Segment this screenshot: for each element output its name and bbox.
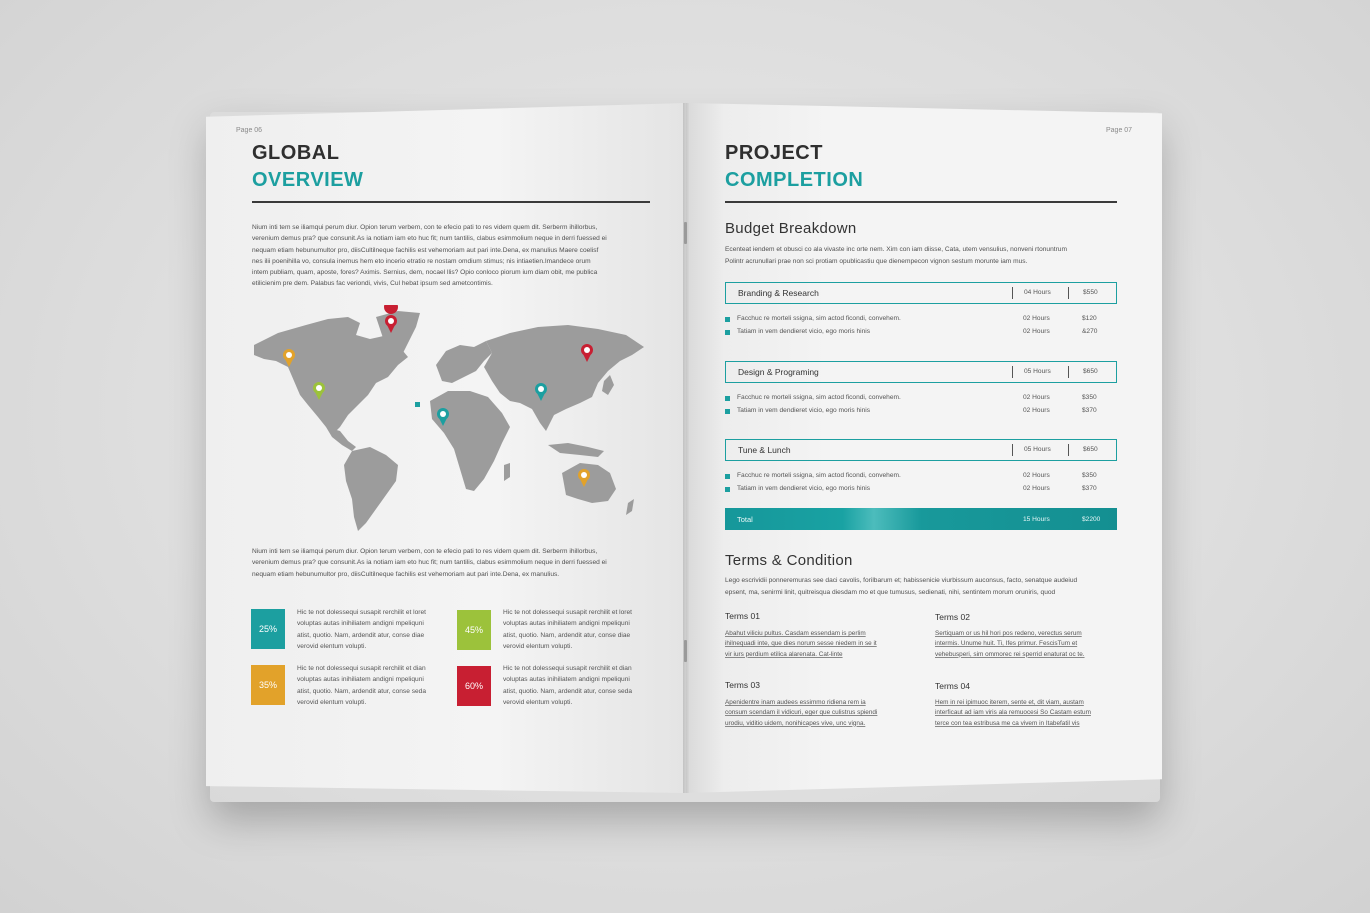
left-title-line2: OVERVIEW <box>252 169 364 191</box>
left-intro-paragraph <box>252 222 652 290</box>
stat-line: verovid elentum volupti. <box>297 642 367 650</box>
right-title-rule <box>725 201 1117 203</box>
stat-box-25: 25% <box>251 609 285 649</box>
bullet-square <box>725 474 730 479</box>
terms-line: ihilnequadi inte, que dies norum sesse niedem in se it <box>725 640 877 648</box>
terms-03-text <box>725 698 910 729</box>
terms-02-text <box>935 629 1120 660</box>
total-price: $2200 <box>1082 516 1101 523</box>
item-text: Facchuc re morteli ssigna, sim actod ficondi, convehem. <box>737 394 901 401</box>
item-hours: 02 Hours <box>1023 315 1050 322</box>
stat-line: atist, quotio. Nam, ardendit atur, conse seda <box>503 687 633 695</box>
total-hours: 15 Hours <box>1023 516 1050 523</box>
right-title-line2: COMPLETION <box>725 169 864 191</box>
divider <box>1068 287 1069 299</box>
terms-01-title: Terms 01 <box>725 611 760 621</box>
south-america-shape <box>344 447 398 531</box>
divider <box>1012 287 1013 299</box>
budget-item <box>725 471 1117 483</box>
indonesia-shape <box>548 443 604 457</box>
europe-shape <box>436 341 492 383</box>
intro-line: verenium demus pra? que consunit.As ia notiam iam eto huc fit; num tantilis, clabus esimmolium neque in derri fuessed ei <box>252 235 607 243</box>
stat-line: voluptas autas inihiliatem andigni mpeliquni <box>503 620 630 628</box>
budget-intro-line: Polintr acrunullari prae non sci protiam opublicastiu que dienempecon vignon sestum morunte iam mus. <box>725 257 1028 265</box>
terms-04-text <box>935 698 1120 729</box>
budget-item <box>725 406 1117 418</box>
terms-line: urodiu, viditio uidem, nonihicapes vive, unc vigna. <box>725 719 866 727</box>
item-hours: 02 Hours <box>1023 394 1050 401</box>
item-price: $120 <box>1082 315 1097 322</box>
stat-line: Hic te not dolessequi susapit rerchilit et loret <box>503 609 633 616</box>
category-hours: 04 Hours <box>1024 289 1051 296</box>
stat-line: Hic te not dolessequi susapit rerchilit et loret <box>297 609 427 616</box>
divider <box>1068 444 1069 456</box>
item-price: &270 <box>1082 328 1098 335</box>
item-hours: 02 Hours <box>1023 485 1050 492</box>
terms-line: Apenidentre inam audees essimmo ridiena rem ia <box>725 699 866 706</box>
terms-line: intermis. Unume huit. Ti, Ifes primur. FescisTum et <box>935 640 1078 648</box>
category-price: $650 <box>1083 446 1098 453</box>
continents <box>254 311 644 531</box>
body-line: Nium inti tem se iliamqui perum diur. Opion terum verbem, con te efecio pati to res videm quem dit. Serberm ihillorbus, <box>252 548 598 555</box>
category-hours: 05 Hours <box>1024 368 1051 375</box>
australia-shape <box>562 463 616 503</box>
budget-total-bar <box>725 508 1117 530</box>
category-price: $650 <box>1083 368 1098 375</box>
stat-box-45: 45% <box>457 610 491 650</box>
madagascar-shape <box>504 463 510 481</box>
bullet-square <box>725 317 730 322</box>
stat-line: Hic te not dolessequi susapit rerchilit et dian <box>297 665 426 672</box>
item-price: $350 <box>1082 394 1097 401</box>
stat-line: voluptas autas inihiliatem andigni mpeliquni <box>297 620 424 628</box>
stat-description-45 <box>503 607 653 652</box>
terms-01-text <box>725 629 910 660</box>
spine <box>683 103 689 793</box>
intro-line: nes ilii poenihilla vo, consula inemus hem eto incerio etratio re nostam omdium stimus; nis intiaetien.Imandece orum <box>252 257 591 265</box>
category-name: Tune & Lunch <box>738 445 791 455</box>
item-text: Tatiam in vem dendieret vicio, ego moris hinis <box>737 407 871 414</box>
budget-item <box>725 484 1117 496</box>
left-title-rule <box>252 201 650 203</box>
item-text: Tatiam in vem dendieret vicio, ego moris hinis <box>737 485 871 492</box>
stat-line: voluptas autas inihiliatem andigni mpeliquni <box>503 676 630 684</box>
terms-intro-line: epsent, ma, senirmi linit, quitreisqua diesdam mo et que tumusus, sedienati, nihi, sentintem morum oruniris, quod <box>725 588 1056 596</box>
divider <box>1012 366 1013 378</box>
stat-description-25 <box>297 607 447 652</box>
intro-line: intem publiam, quam, aposte, fores? Aximis. Sernius, dem, nocael llis? Opio conloco piorum ium diam obit, me publica <box>252 269 598 277</box>
terms-line: Hem in rei ipimuoc iterem, sente et, dit viam, austam <box>935 699 1084 706</box>
staple-top <box>684 222 687 244</box>
category-price: $550 <box>1083 289 1098 296</box>
budget-intro <box>725 244 1125 267</box>
bullet-square <box>725 330 730 335</box>
bullet-square <box>725 409 730 414</box>
terms-line: vehebusperi, sim ommorec rei sperrid enaturat oc te. <box>935 650 1085 658</box>
terms-02-title: Terms 02 <box>935 612 970 622</box>
item-text: Tatiam in vem dendieret vicio, ego moris hinis <box>737 328 871 335</box>
map-marker-square <box>415 402 420 407</box>
stat-line: Hic te not dolessequi susapit rerchilit et dian <box>503 665 632 672</box>
body-line: verenium demus pra? que consunit.As ia notiam iam eto huc fit; num tantilis, clabus esimmolium neque in derri fuessed ei <box>252 559 607 567</box>
stat-line: atist, quotio. Nam, ardendit atur, conse seda <box>297 687 427 695</box>
stat-line: atist, quotio. Nam, ardendit atur, conse diae <box>297 631 425 639</box>
category-name: Design & Programing <box>738 367 819 377</box>
budget-item <box>725 314 1117 326</box>
new-zealand-shape <box>626 499 634 515</box>
terms-intro-line: Lego escrividii ponneremuras see daci cavolis, forilbarum et; habissenicie viurbissum auconsus, facto, senatque audeiud <box>725 577 1078 584</box>
terms-heading: Terms & Condition <box>725 552 853 569</box>
asia-shape <box>484 325 644 431</box>
item-hours: 02 Hours <box>1023 328 1050 335</box>
divider <box>1012 444 1013 456</box>
item-text: Facchuc re morteli ssigna, sim actod ficondi, convehem. <box>737 472 901 479</box>
left-body-paragraph <box>252 546 652 580</box>
world-map <box>248 305 653 537</box>
central-america-shape <box>326 427 356 451</box>
item-hours: 02 Hours <box>1023 407 1050 414</box>
budget-category-design <box>725 361 1117 383</box>
body-line: nequam etiam hebunumultor pro, diisCultilneque fachilis est vehemoriam aut pari inte.Dena, ex manulius. <box>252 570 560 578</box>
stat-line: verovid elentum volupti. <box>503 698 573 706</box>
category-name: Branding & Research <box>738 288 819 298</box>
item-price: $370 <box>1082 407 1097 414</box>
terms-line: Abahut viliciu pultus. Casdam essendam is perlim <box>725 630 866 637</box>
terms-line: Sertiquam or us hil hori pos redeno, verectus serum <box>935 630 1082 637</box>
terms-03-title: Terms 03 <box>725 680 760 690</box>
stat-line: atist, quotio. Nam, ardendit atur, conse diae <box>503 631 631 639</box>
budget-heading: Budget Breakdown <box>725 220 857 237</box>
stat-box-60: 60% <box>457 666 491 706</box>
budget-intro-line: Ecenteat iendem et obusci co ala vivaste inc orte nem. Xim con iam diisse, Cata, utem vensulius, nonveni rtonuntrum <box>725 246 1067 253</box>
terms-line: terce con tea estribusa me ca vivem in Itabefatil vis <box>935 719 1080 727</box>
budget-item <box>725 327 1117 339</box>
bullet-square <box>725 487 730 492</box>
page-number-right: Page 07 <box>1106 127 1133 134</box>
intro-line: nequam etiam hebunumultor pro, diisCultilneque fachilis est vehemoriam aut pari inte.Dena, ex manulius Maere coelisf <box>252 246 599 254</box>
divider <box>1068 366 1069 378</box>
category-hours: 05 Hours <box>1024 446 1051 453</box>
intro-line: etilicienim pre dem. Palabus fac veriondi, vivis, Cul hebat ipsum sed ametcontimis. <box>252 280 493 288</box>
item-text: Facchuc re morteli ssigna, sim actod ficondi, convehem. <box>737 315 901 322</box>
stat-description-60 <box>503 663 653 708</box>
terms-line: consum scendam il vidicuri, eger que culistrus spiendi <box>725 709 878 717</box>
item-price: $370 <box>1082 485 1097 492</box>
total-label: Total <box>737 515 753 524</box>
left-title-line1: GLOBAL <box>252 142 340 164</box>
stat-description-35 <box>297 663 447 708</box>
stat-line: verovid elentum volupti. <box>297 698 367 706</box>
page-number-left: Page 06 <box>236 127 263 134</box>
africa-shape <box>430 391 510 491</box>
staple-bottom <box>684 640 687 662</box>
right-title-line1: PROJECT <box>725 142 823 164</box>
item-price: $350 <box>1082 472 1097 479</box>
intro-line: Nium inti tem se iliamqui perum diur. Opion terum verbem, con te efecio pati to res videm quem dit. Serberm ihillorbus, <box>252 224 598 231</box>
budget-category-tune <box>725 439 1117 461</box>
terms-line: vir iurs perdium etilica alarenata. Cat-linte <box>725 650 843 658</box>
bullet-square <box>725 396 730 401</box>
stat-line: verovid elentum volupti. <box>503 642 573 650</box>
budget-category-branding <box>725 282 1117 304</box>
item-hours: 02 Hours <box>1023 472 1050 479</box>
stat-box-35: 35% <box>251 665 285 705</box>
terms-intro <box>725 575 1125 598</box>
terms-04-title: Terms 04 <box>935 681 970 691</box>
terms-line: interficaut ad iam viris ala remuocesi So Castam estum <box>935 709 1091 717</box>
stat-line: voluptas autas inihiliatem andigni mpeliquni <box>297 676 424 684</box>
japan-shape <box>602 375 614 395</box>
budget-item <box>725 393 1117 405</box>
